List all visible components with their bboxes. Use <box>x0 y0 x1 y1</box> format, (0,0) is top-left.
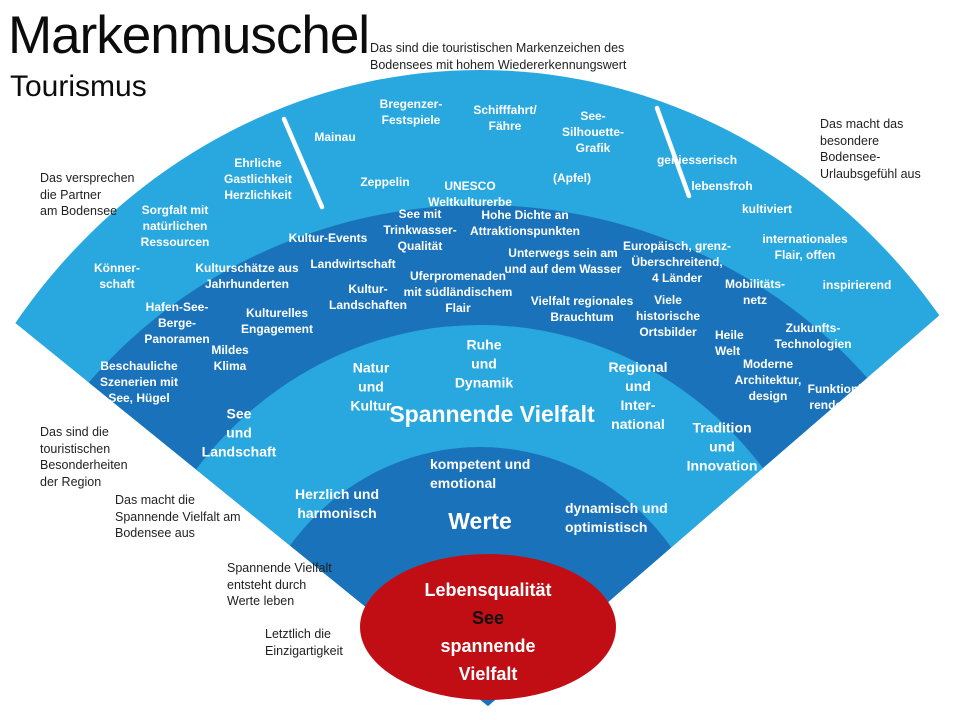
note-line: entsteht durch <box>227 577 307 592</box>
label-line: See <box>226 405 252 422</box>
note-spannende-vielfalt <box>115 492 241 542</box>
label-line: emotional <box>430 475 497 491</box>
note-line: Bodensees mit hohem Wiedererkennungswert <box>370 57 627 72</box>
label-line: UNESCO <box>444 179 496 193</box>
core-line: Vielfalt <box>458 664 518 684</box>
label-line: Moderne <box>742 357 793 371</box>
label-line: Klima <box>213 359 247 373</box>
note-line: Urlaubsgefühl aus <box>820 166 921 181</box>
label-line: Szenerien mit <box>99 375 179 389</box>
markenzeichen-ring-label <box>473 102 536 134</box>
vielfalt-ring-label <box>687 419 758 476</box>
label-line: Grafik <box>575 141 611 155</box>
core-line: spannende <box>440 636 536 656</box>
note-line: Werte leben <box>227 594 295 608</box>
label-line: Mobilitäts- <box>725 277 785 291</box>
note-line: touristischen <box>40 441 111 456</box>
core-text <box>424 576 551 688</box>
label-line: Flair, offen <box>774 248 836 262</box>
label-line: Spannende Vielfalt <box>389 401 595 427</box>
besonderheiten-ring-label <box>195 260 298 292</box>
core-line: Lebensqualität <box>424 580 552 600</box>
label-line: national <box>611 416 665 432</box>
besonderheiten-ring-label <box>329 281 407 313</box>
besonderheiten-ring-label <box>774 320 851 352</box>
markenzeichen-ring-label <box>553 170 591 186</box>
besonderheiten-ring-label <box>623 238 731 286</box>
note-urlaubsgefuehl <box>820 116 921 182</box>
label-line: Festspiele <box>381 113 441 127</box>
note-einzigartigkeit <box>265 626 343 659</box>
besonderheiten-ring-label <box>470 207 580 239</box>
label-line: Schifffahrt/ <box>473 103 537 117</box>
note-markenzeichen <box>370 40 626 73</box>
label-line: Mildes <box>211 343 249 357</box>
label-line: Könner- <box>94 261 140 275</box>
markenzeichen-ring-label <box>224 155 292 203</box>
label-line: Gastlichkeit <box>223 172 293 186</box>
label-line: 4 Länder <box>651 271 702 285</box>
label-line: Uferpromenaden <box>409 269 507 283</box>
besonderheiten-ring-label <box>241 305 313 337</box>
label-line: Landwirtschaft <box>310 257 396 271</box>
note-line: Spannende Vielfalt <box>227 561 332 575</box>
label-line: Ruhe <box>466 336 502 353</box>
label-line: Innovation <box>686 457 758 474</box>
label-line: Mainau <box>314 130 356 144</box>
label-line: natürlichen <box>142 219 208 233</box>
note-line: Das macht das <box>820 117 904 131</box>
note-werte <box>227 560 332 610</box>
besonderheiten-ring-label <box>310 256 395 272</box>
note-line: Das sind die <box>40 425 109 439</box>
note-line: Das sind die touristischen Markenzeichen des <box>370 41 625 55</box>
markenzeichen-ring-label <box>562 108 624 156</box>
label-line: Herzlichkeit <box>224 188 292 202</box>
werte-ring-label <box>295 485 379 523</box>
label-line: Hafen-See- <box>145 300 209 314</box>
label-line: Zukunfts- <box>785 321 841 335</box>
markenzeichen-ring-label <box>360 174 409 190</box>
vielfalt-ring-label <box>455 336 513 393</box>
label-line: Überschreitend, <box>631 255 723 269</box>
note-besonderheiten <box>40 424 128 490</box>
label-line: Herzlich und <box>294 486 380 502</box>
label-line: und <box>625 378 651 394</box>
markenzeichen-ring-label <box>823 277 892 293</box>
label-line: See- <box>580 109 606 123</box>
markenzeichen-ring-label <box>657 152 737 168</box>
label-line: Viele <box>654 293 682 307</box>
label-line: Landschaften <box>328 298 408 312</box>
werte-ring-label <box>430 455 530 493</box>
label-line: Kultur- <box>348 282 388 296</box>
label-line: See, Hügel <box>108 391 170 405</box>
label-line: Ehrliche <box>234 156 282 170</box>
label-line: See mit <box>398 207 442 221</box>
label-line: Regional <box>608 359 668 375</box>
note-line: die Partner <box>40 187 102 202</box>
label-line: Zeppelin <box>360 175 410 189</box>
page-subtitle: Tourismus <box>10 70 147 103</box>
label-line: harmonisch <box>297 505 377 521</box>
label-line: rende Welt <box>809 398 871 412</box>
label-line: Beschauliche <box>100 359 178 373</box>
label-line: Flair <box>445 301 471 315</box>
label-line: Europäisch, grenz- <box>622 239 732 253</box>
label-line: Sorgfalt mit <box>141 203 209 217</box>
note-line: Spannende Vielfalt am <box>115 509 241 524</box>
label-line: Dynamik <box>454 374 514 391</box>
label-line: optimistisch <box>565 519 648 535</box>
label-line: und <box>471 355 497 372</box>
label-line: Silhouette- <box>562 125 624 139</box>
label-line: schaft <box>99 277 135 291</box>
besonderheiten-ring-label <box>404 268 513 316</box>
label-line: Kultur <box>350 397 392 414</box>
label-line: Werte <box>448 508 512 534</box>
label-line: Trinkwasser- <box>383 223 457 237</box>
note-versprechen <box>40 170 135 220</box>
label-line: Unterwegs sein am <box>508 246 618 260</box>
label-line: Fähre <box>488 119 522 133</box>
markenzeichen-ring-label <box>141 202 210 250</box>
label-line: design <box>748 389 788 403</box>
label-line: Jahrhunderten <box>204 277 290 291</box>
note-line: Letztlich die <box>265 627 332 641</box>
label-line: Funktionie- <box>807 382 873 396</box>
markenzeichen-ring-label <box>742 201 792 217</box>
note-line: am Bodensee <box>40 204 118 218</box>
label-line: Panoramen <box>144 332 210 346</box>
page-title: Markenmuschel <box>8 6 370 65</box>
vielfalt-ring-label <box>350 359 391 416</box>
note-line: Das macht die <box>115 493 195 507</box>
label-line: lebensfroh <box>691 179 753 193</box>
besonderheiten-ring-label <box>808 381 873 413</box>
label-line: Natur <box>352 359 390 376</box>
label-line: Kulturelles <box>245 306 309 320</box>
label-line: Ressourcen <box>140 235 210 249</box>
label-line: Kultur-Events <box>288 231 368 245</box>
label-line: Kulturschätze aus <box>195 261 299 275</box>
label-line: und <box>358 378 384 395</box>
besonderheiten-ring-label <box>211 342 248 374</box>
label-line: Engagement <box>240 322 314 336</box>
label-line: Technologien <box>774 337 852 351</box>
besonderheiten-ring-label <box>144 299 209 347</box>
label-line: geniesserisch <box>656 153 738 167</box>
werte-ring-label <box>565 499 668 537</box>
label-line: dynamisch und <box>565 500 668 516</box>
note-line: der Region <box>40 474 102 489</box>
note-line: Einzigartigkeit <box>265 643 343 658</box>
besonderheiten-ring-label <box>735 356 802 404</box>
besonderheiten-ring-label <box>289 230 368 246</box>
besonderheiten-ring-label <box>505 245 622 277</box>
vielfalt-ring-label <box>608 358 667 434</box>
markenzeichen-ring-label <box>762 231 847 263</box>
label-line: Tradition <box>692 419 752 436</box>
label-line: Berge- <box>157 316 197 330</box>
label-line: mit südländischem <box>403 285 513 299</box>
label-line: und auf dem Wasser <box>504 262 622 276</box>
besonderheiten-ring-label <box>636 292 700 340</box>
label-line: und <box>226 424 252 441</box>
label-line: inspirierend <box>822 278 892 292</box>
label-line: netz <box>743 293 767 307</box>
label-line: (Apfel) <box>553 171 591 185</box>
vielfalt-ring-label <box>202 405 277 462</box>
vielfalt-ring-label <box>389 401 594 427</box>
markenzeichen-ring-label <box>94 260 140 292</box>
label-line: Qualität <box>397 239 443 253</box>
note-line: besondere <box>820 133 880 148</box>
markenzeichen-ring-label <box>380 96 443 128</box>
markenzeichen-ring-label <box>314 129 355 145</box>
besonderheiten-ring-label <box>725 276 785 308</box>
label-line: Brauchtum <box>550 310 614 324</box>
note-line: Bodensee- <box>820 150 881 164</box>
besonderheiten-ring-label <box>383 206 456 254</box>
label-line: kultiviert <box>741 202 793 216</box>
besonderheiten-ring-label <box>715 327 744 359</box>
note-line: Das versprechen <box>40 171 135 185</box>
label-line: Vielfalt regionales <box>530 294 634 308</box>
besonderheiten-ring-label <box>100 358 178 406</box>
label-line: Hohe Dichte an <box>481 208 569 222</box>
besonderheiten-ring-label <box>531 293 634 325</box>
label-line: Ortsbilder <box>639 325 697 339</box>
werte-ring-label <box>448 508 512 534</box>
label-line: und <box>709 438 735 455</box>
label-line: Attraktionspunkten <box>469 224 581 238</box>
label-line: Weltkulturerbe <box>428 195 512 209</box>
core-line: See <box>471 608 505 628</box>
label-line: Architektur, <box>734 373 802 387</box>
label-line: Welt <box>715 344 741 358</box>
note-line: Bodensee aus <box>115 526 195 540</box>
markenzeichen-ring-label <box>691 178 752 194</box>
note-line: Besonderheiten <box>40 458 128 472</box>
label-line: Inter- <box>620 397 656 413</box>
label-line: Bregenzer- <box>379 97 443 111</box>
label-line: internationales <box>762 232 848 246</box>
label-line: Landschaft <box>201 443 277 460</box>
label-line: historische <box>635 309 701 323</box>
label-line: kompetent und <box>430 456 531 472</box>
label-line: Heile <box>715 328 744 342</box>
